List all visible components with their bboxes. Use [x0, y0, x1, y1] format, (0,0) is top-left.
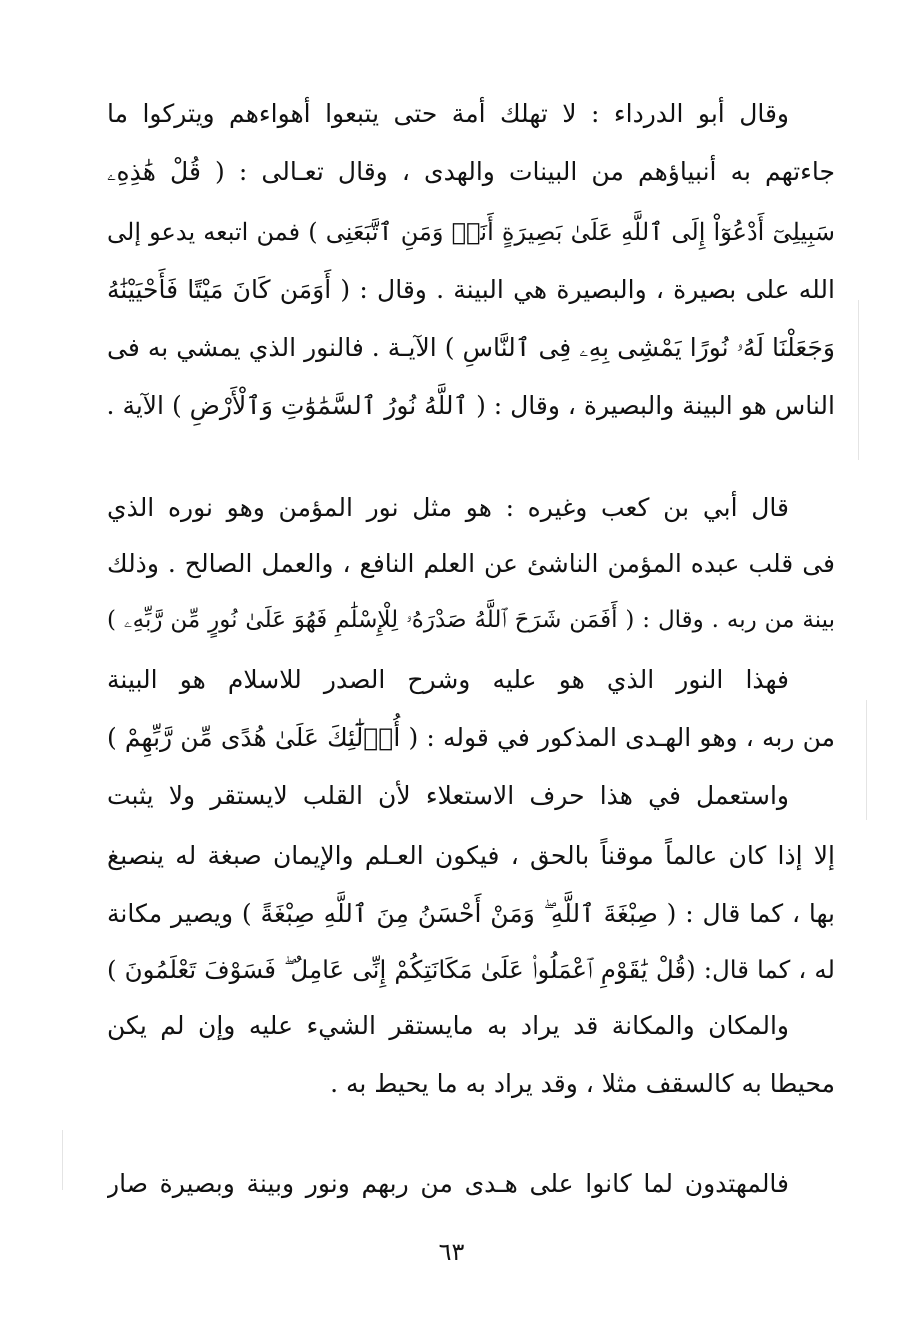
page-number: ٦٣: [438, 1238, 465, 1266]
paragraph-5-line-2: محيطا به كالسقف مثلا ، وقد يراد به ما يحيط به .: [330, 1069, 835, 1098]
paragraph-1-line-2: جاءتهم به أنبياؤهم من البينات والهدى ، وقال تعـالى : ( قُلْ هَٰذِهِۦ: [107, 157, 835, 186]
paragraph-1-line-6: الناس هو البينة والبصيرة ، وقال : ( ٱللَّهُ نُورُ ٱلسَّمَٰوَٰتِ وَٱلْأَرْضِ ) الآية .: [107, 391, 835, 420]
paragraph-1-line-1: وقال أبو الدرداء : لا تهلك أمة حتى يتبعوا أهواءهم ويتركوا ما: [107, 99, 789, 128]
paragraph-4-line-3: بها ، كما قال : ( صِبْغَةَ ٱللَّهِ ۖ وَمَنْ أَحْسَنُ مِنَ ٱللَّهِ صِبْغَةً ) ويصير مكانة: [107, 899, 835, 928]
paragraph-5-line-1: والمكان والمكانة قد يراد به مايستقر الشيء عليه وإن لم يكن: [107, 1011, 789, 1040]
paragraph-2-line-3: بينة من ربه . وقال : ( أَفَمَن شَرَحَ ٱللَّهُ صَدْرَهُۥ لِلْإِسْلَٰمِ فَهُوَ عَلَىٰ نُورٍ مِّن رَّبِّهِۦ ): [107, 607, 835, 633]
paragraph-1-line-5: وَجَعَلْنَا لَهُۥ نُورًا يَمْشِى بِهِۦ فِى ٱلنَّاسِ ) الآيـة . فالنور الذي يمشي به فى: [107, 333, 835, 362]
paragraph-2-line-1: قال أبي بن كعب وغيره : هو مثل نور المؤمن وهو نوره الذي: [107, 493, 789, 522]
paragraph-2-line-2: فى قلب عبده المؤمن الناشئ عن العلم النافع ، والعمل الصالح . وذلك: [107, 549, 835, 578]
paragraph-3-line-1: فهذا النور الذي هو عليه وشرح الصدر للاسلام هو البينة: [107, 665, 789, 694]
paragraph-1-line-4: الله على بصيرة ، والبصيرة هي البينة . وقال : ( أَوَمَن كَانَ مَيْتًا فَأَحْيَيْنَٰهُ: [107, 275, 835, 304]
paragraph-4-line-1: واستعمل في هذا حرف الاستعلاء لأن القلب لايستقر ولا يثبت: [107, 781, 789, 810]
paragraph-4-line-2: إلا إذا كان عالماً موقناً بالحق ، فيكون العـلم والإيمان صبغة له ينصبغ: [107, 841, 835, 870]
scan-edge-line: [858, 300, 859, 460]
scan-edge-line: [866, 700, 867, 820]
paragraph-1-line-3: سَبِيلِىٓ أَدْعُوٓاْ إِلَى ٱللَّهِ عَلَىٰ بَصِيرَةٍ أَنَا۠ وَمَنِ ٱتَّبَعَنِى ) فمن اتبعه يدعو إلى: [107, 218, 835, 246]
scan-edge-line: [62, 1130, 63, 1190]
paragraph-6-line-1: فالمهتدون لما كانوا على هـدى من ربهم ونور وبينة وبصيرة صار: [107, 1169, 789, 1198]
paragraph-4-line-4: له ، كما قال: (قُلْ يَٰقَوْمِ ٱعْمَلُوا۟ عَلَىٰ مَكَانَتِكُمْ إِنِّى عَامِلٌ ۖ فَسَوْفَ تَعْلَمُونَ ): [107, 955, 835, 984]
paragraph-3-line-2: من ربه ، وهو الهـدى المذكور في قوله : ( أُو۟لَٰٓئِكَ عَلَىٰ هُدًى مِّن رَّبِّهِمْ ): [107, 723, 835, 752]
